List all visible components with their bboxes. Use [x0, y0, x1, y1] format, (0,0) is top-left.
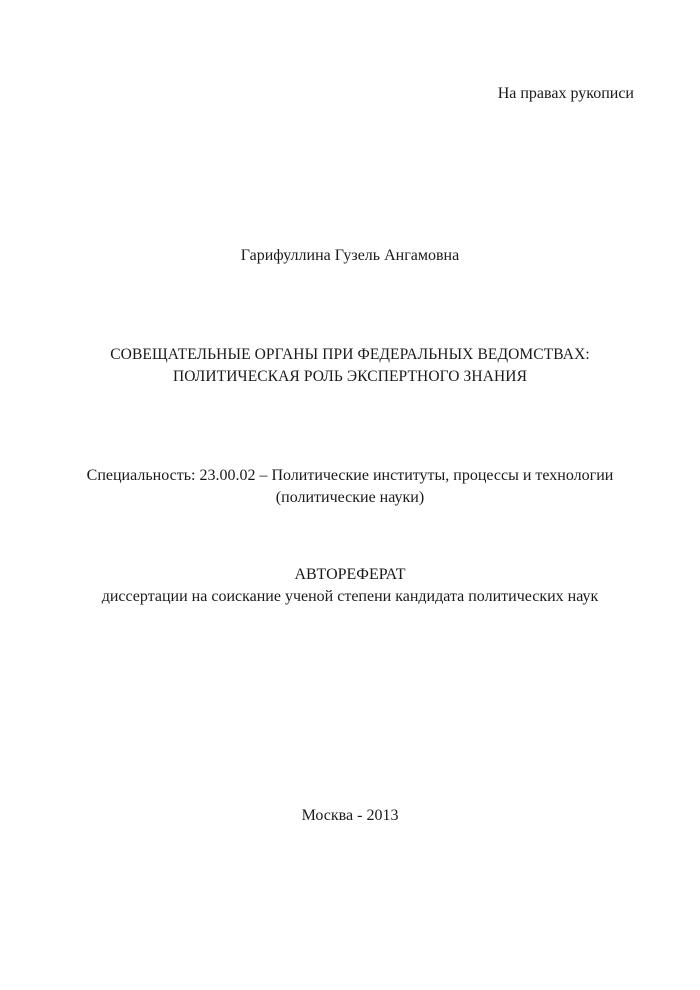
document-purpose: диссертации на соискание ученой степени кандидата политических наук: [101, 588, 599, 605]
specialty-line-2: (политические науки): [275, 489, 425, 506]
manuscript-rights-note: На правах рукописи: [497, 85, 634, 102]
place-and-year: Москва - 2013: [301, 807, 399, 824]
dissertation-title-line-1: СОВЕЩАТЕЛЬНЫЕ ОРГАНЫ ПРИ ФЕДЕРАЛЬНЫХ ВЕДОМСТВАХ:: [110, 346, 590, 363]
specialty-line-1: Специальность: 23.00.02 – Политические институты, процессы и технологии: [86, 467, 614, 484]
dissertation-title-line-2: ПОЛИТИЧЕСКАЯ РОЛЬ ЭКСПЕРТНОГО ЗНАНИЯ: [172, 368, 528, 385]
author-name: Гарифуллина Гузель Ангамовна: [240, 247, 460, 264]
document-type: АВТОРЕФЕРАТ: [294, 566, 406, 583]
